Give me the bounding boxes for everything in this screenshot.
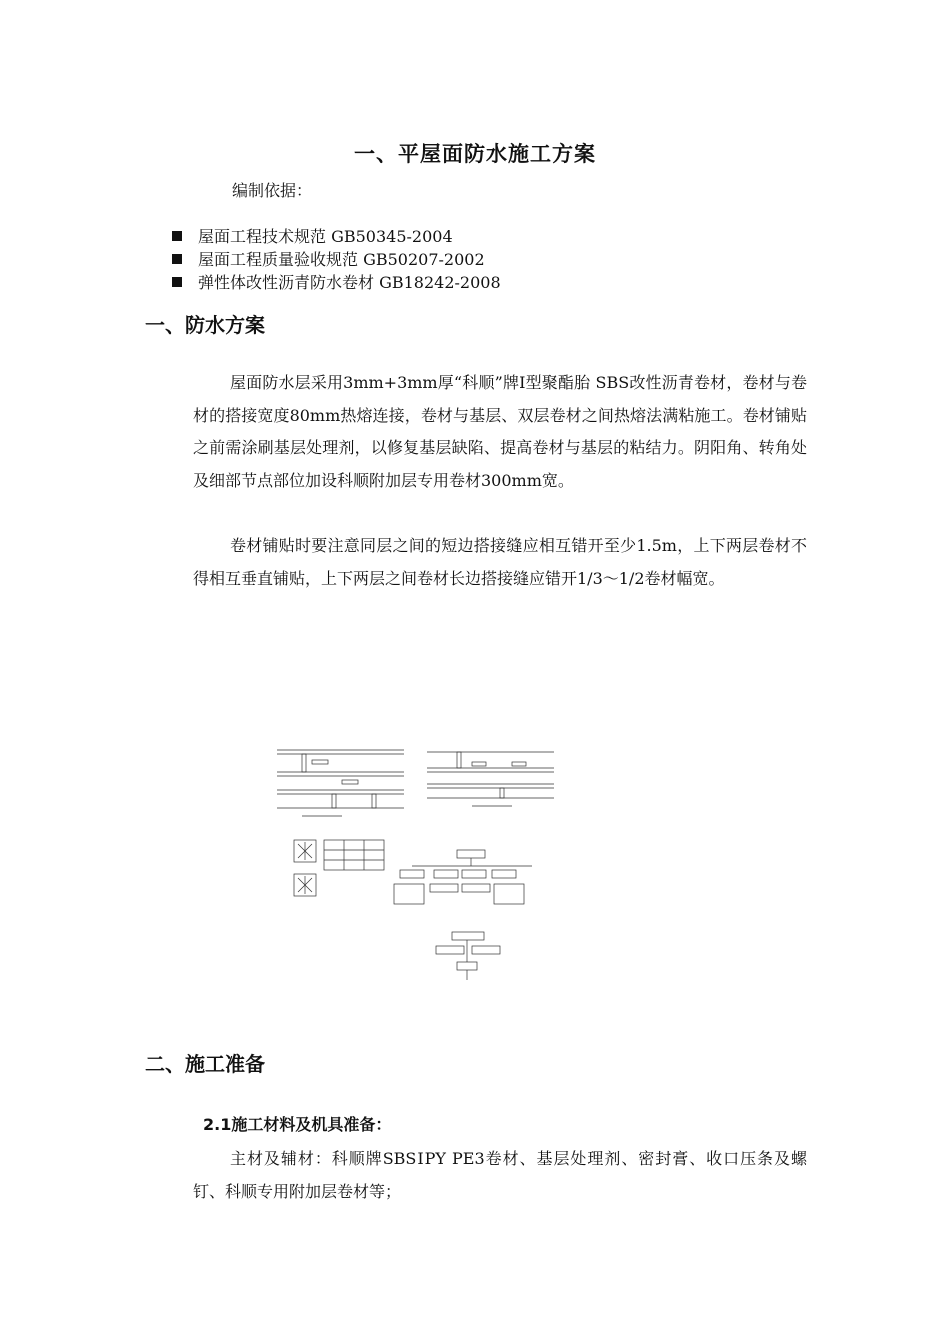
basis-list	[172, 224, 501, 293]
subsection-heading: 2.1施工材料及机具准备：	[203, 1115, 392, 1134]
square-bullet-icon	[172, 254, 182, 264]
paragraph: 卷材铺贴时要注意同层之间的短边搭接缝应相互错开至少1.5m，上下两层卷材不得相互垂直铺贴，上下两层之间卷材长边搭接缝应错开1/3～1/2卷材幅宽。	[193, 536, 807, 588]
section-heading: 二、施工准备	[145, 1052, 265, 1076]
square-bullet-icon	[172, 231, 182, 241]
document-title: 一、平屋面防水施工方案	[354, 142, 596, 166]
paragraph: 屋面防水层采用3mm+3mm厚“科顺”牌Ⅰ型聚酯胎 SBS改性沥青卷材，卷材与卷材的搭接宽度80mm热熔连接，卷材与基层、双层卷材之间热熔法满粘施工。卷材铺贴之前需涂刷基层处理剂，以修复基层缺陷、提高卷材与基层的粘结力。阴阳角、转角处及细部节点部位加设科顺附加层专用卷材300mm宽。	[193, 373, 807, 490]
list-item: 屋面工程质量验收规范 GB50207-2002	[172, 247, 501, 270]
square-bullet-icon	[172, 277, 182, 287]
basis-label: 编制依据：	[232, 181, 313, 200]
list-item: 屋面工程技术规范 GB50345-2004	[172, 224, 501, 247]
paragraph: 主材及辅材：科顺牌SBSⅠPY PE3卷材、基层处理剂、密封膏、收口压条及螺钉、科顺专用附加层卷材等；	[193, 1149, 807, 1201]
section-heading: 一、防水方案	[145, 313, 265, 337]
construction-detail-figure	[272, 740, 562, 990]
list-item: 弹性体改性沥青防水卷材 GB18242-2008	[172, 270, 501, 293]
